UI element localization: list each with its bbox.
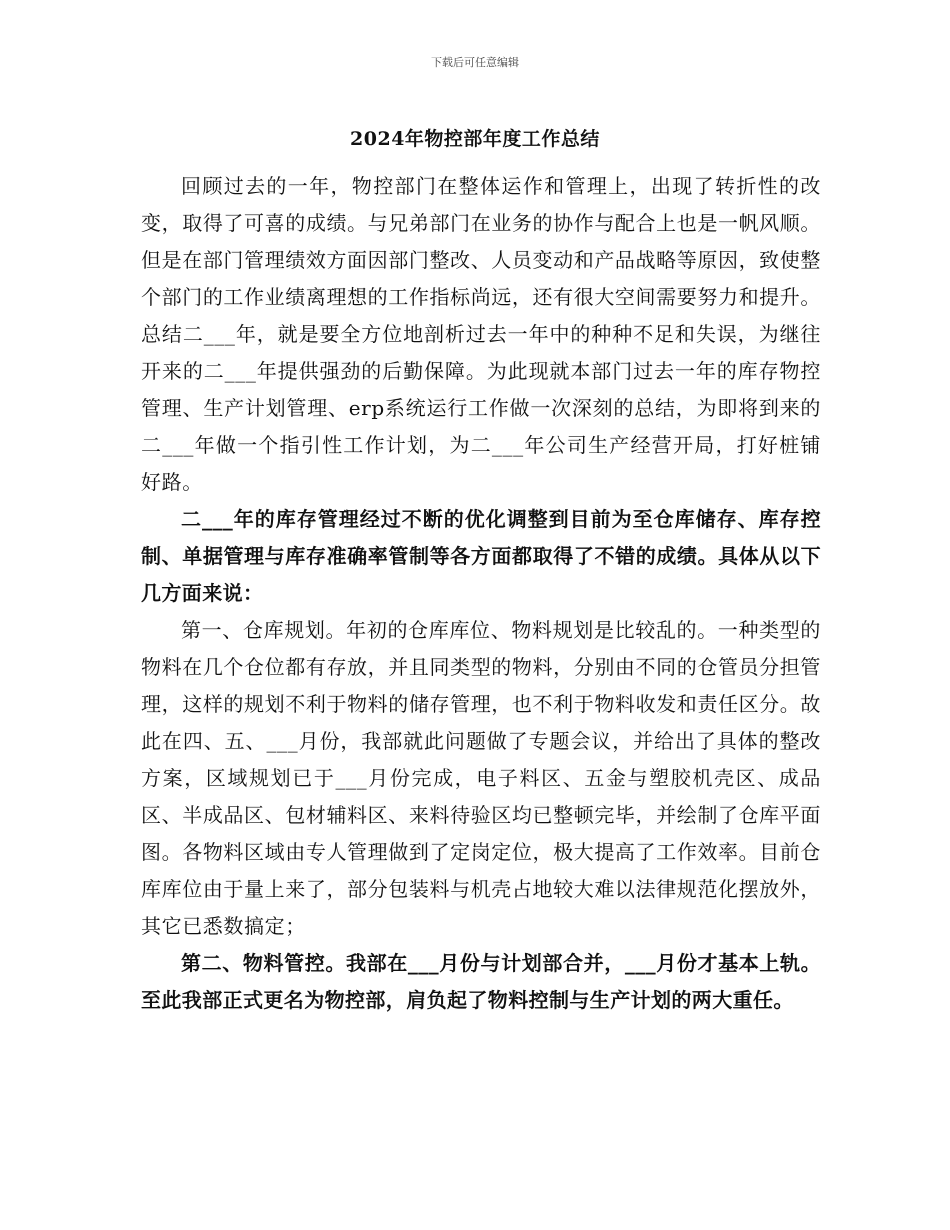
document-title: 2024年物控部年度工作总结	[350, 128, 600, 150]
paragraph-material-control: 第二、物料管控。我部在___月份与计划部合并，___月份才基本上轨。至此我部正式更名为物控部，肩负起了物料控制与生产计划的两大重任。	[141, 951, 821, 1012]
page-header: 下载后可任意编辑	[431, 56, 519, 69]
paragraph-intro: 回顾过去的一年，物控部门在整体运作和管理上，出现了转折性的改变，取得了可喜的成绩。与兄弟部门在业务的协作与配合上也是一帆风顺。但是在部门管理绩效方面因部门整改、人员变动和产品战略等原因，致使整个部门的工作业绩离理想的工作指标尚远，还有很大空间需要努力和提升。总结二___年，就是要全方位地剖析过去一年中的种种不足和失误，为继往开来的二___年提供强劲的后勤保障。为此现就本部门过去一年的库存物控管理、生产计划管理、erp系统运行工作做一次深刻的总结，为即将到来的二___年做一个指引性工作计划，为二___年公司生产经营开局，打好桩铺好路。	[141, 174, 821, 494]
paragraph-warehouse-planning: 第一、仓库规划。年初的仓库库位、物料规划是比较乱的。一种类型的物料在几个仓位都有存放，并且同类型的物料，分别由不同的仓管员分担管理，这样的规划不利于物料的储存管理，也不利于物料收发和责任区分。故此在四、五、___月份，我部就此问题做了专题会议，并给出了具体的整改方案，区域规划已于___月份完成，电子料区、五金与塑胶机壳区、成品区、半成品区、包材辅料区、来料待验区均已整顿完毕，并绘制了仓库平面图。各物料区域由专人管理做到了定岗定位，极大提高了工作效率。目前仓库库位由于量上来了，部分包装料与机壳占地较大难以法律规范化摆放外，其它已悉数搞定；	[141, 618, 821, 938]
document-body	[141, 168, 821, 1019]
paragraph-inventory-summary: 二___年的库存管理经过不断的优化调整到目前为至仓库储存、库存控制、单据管理与库存准确率管制等各方面都取得了不错的成绩。具体从以下几方面来说：	[141, 507, 821, 605]
